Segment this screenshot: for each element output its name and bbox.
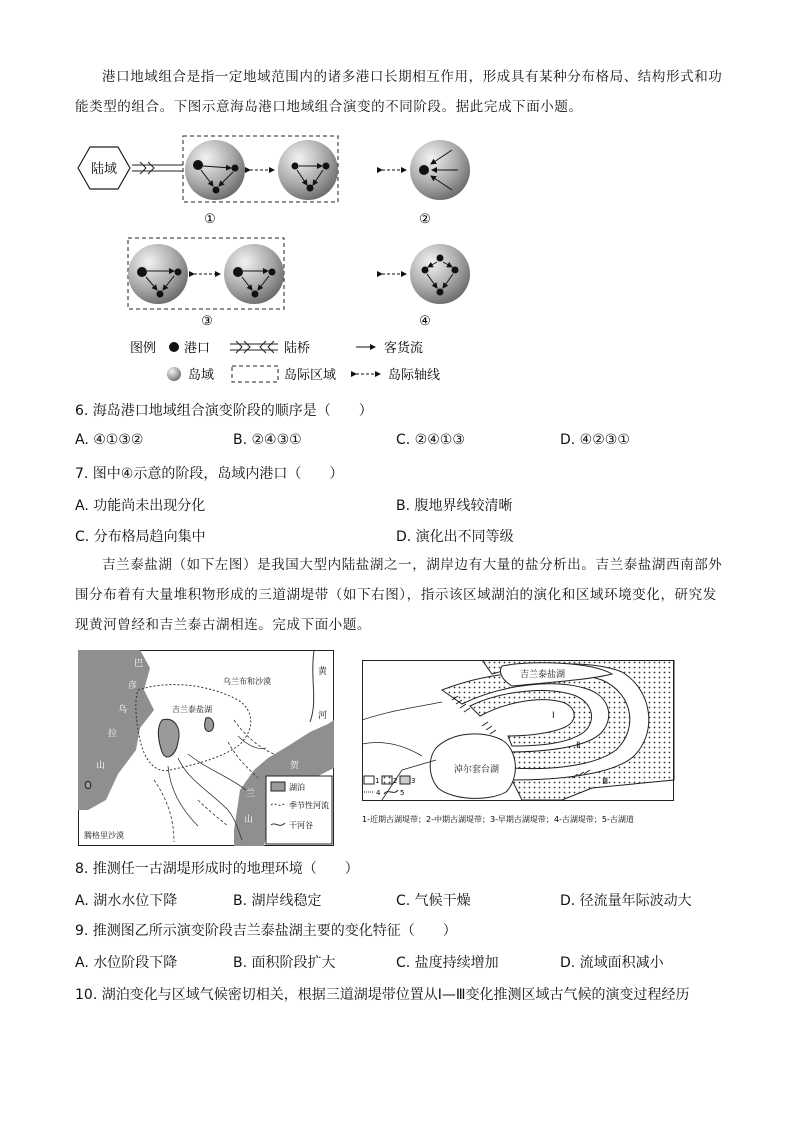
lake-embankment-map <box>362 660 676 828</box>
stage-label: ③ <box>201 314 213 329</box>
map-label: 乌 <box>118 705 128 715</box>
q8-option-c[interactable]: C. 气候干燥 <box>396 893 471 909</box>
q7-option-c[interactable]: C. 分布格局趋向集中 <box>75 529 206 545</box>
figure-legend <box>130 340 440 383</box>
legend-zone-icon <box>232 366 278 382</box>
port-evolution-figure <box>70 128 470 390</box>
q6-option-d[interactable]: D. ④②③① <box>560 432 630 448</box>
stage-label: ② <box>419 212 431 227</box>
q8-option-b[interactable]: B. 湖岸线稳定 <box>233 893 322 909</box>
port-dot <box>193 160 203 170</box>
q7-option-b[interactable]: B. 腹地界线较清晰 <box>396 498 513 514</box>
question-7: 7. 图中④示意的阶段，岛域内港口（ ） <box>75 466 344 482</box>
port-dot <box>232 165 239 172</box>
legend-title: 图例 <box>130 341 157 356</box>
question-8: 8. 推测任一古湖堤形成时的地理环境（ ） <box>75 861 359 877</box>
q8-option-d[interactable]: D. 径流量年际波动大 <box>560 893 692 909</box>
legend-num: 4 <box>376 789 381 797</box>
zone-label: Ⅲ <box>602 777 609 787</box>
map-label: 彦 <box>128 681 138 691</box>
q6-option-c[interactable]: C. ②④①③ <box>396 432 465 448</box>
legend-island-label: 岛域 <box>188 368 215 383</box>
q9-option-c[interactable]: C. 盐度持续增加 <box>396 955 499 971</box>
legend-axis-label: 岛际轴线 <box>388 368 441 383</box>
right-map-lake-label: 吉兰泰盐湖 <box>520 670 566 680</box>
legend-bridge-label: 陆桥 <box>284 341 311 356</box>
map-label: 黄 <box>318 667 328 677</box>
q6-option-b[interactable]: B. ②④③① <box>233 432 302 448</box>
intro-line: 围分布着有大量堆积物形成的三道湖堤带（如下右图），指示该区域湖泊的演化和区域环境变化，研究发 <box>75 587 717 603</box>
map-label: 山 <box>96 761 106 771</box>
lake-label: 吉兰泰盐湖 <box>172 705 212 714</box>
port-dot <box>213 187 220 194</box>
jilantai-location-map <box>78 650 334 846</box>
right-map-caption: 1-近期古湖堤带；2-中期古湖堤带；3-早期古湖堤带；4-古湖堤带；5-古湖道 <box>362 815 634 824</box>
q6-option-a[interactable]: A. ④①③② <box>75 432 144 448</box>
map-label: 兰 <box>246 789 256 799</box>
legend-bridge-icon <box>230 341 278 353</box>
legend-flow-label: 客货流 <box>384 341 424 356</box>
q7-option-a[interactable]: A. 功能尚未出现分化 <box>75 498 206 514</box>
q7-option-d[interactable]: D. 演化出不同等级 <box>396 529 514 545</box>
right-map-lake2-label: 淖尔套台湖 <box>454 765 500 775</box>
q8-option-a[interactable]: A. 湖水水位下降 <box>75 893 178 909</box>
intro-line: 能类型的组合。下图示意海岛港口地域组合演变的不同阶段。据此完成下面小题。 <box>75 99 583 115</box>
intro-line: 现黄河曾经和吉兰泰古湖相连。完成下面小题。 <box>75 617 372 633</box>
legend-dry-valley-label: 干河谷 <box>289 821 313 830</box>
map-label: 巴 <box>134 659 144 669</box>
q9-option-a[interactable]: A. 水位阶段下降 <box>75 955 178 971</box>
legend-port-label: 港口 <box>184 341 211 356</box>
q9-option-b[interactable]: B. 面积阶段扩大 <box>233 955 336 971</box>
map-label: 山 <box>244 815 254 825</box>
legend-num: 1 <box>375 777 380 785</box>
desert-south-label: 腾格里沙漠 <box>84 831 124 840</box>
land-bridge-icon <box>132 162 183 174</box>
intro-paragraph-2 <box>75 550 725 640</box>
island <box>278 140 338 200</box>
desert-north-label: 乌兰布和沙漠 <box>223 677 271 686</box>
map-label: 贺 <box>290 761 300 771</box>
legend-num: 2 <box>393 777 398 785</box>
map-label: 拉 <box>108 729 118 739</box>
intro-paragraph-1 <box>75 62 725 122</box>
zone-label: Ⅰ <box>552 711 555 721</box>
q9-option-d[interactable]: D. 流域面积减小 <box>560 955 664 971</box>
question-9: 9. 推测图乙所示演变阶段吉兰泰盐湖主要的变化特征（ ） <box>75 923 457 939</box>
legend-island-icon <box>167 367 181 381</box>
question-6: 6. 海岛港口地域组合演变阶段的顺序是（ ） <box>75 403 373 419</box>
intro-line: 港口地域组合是指一定地域范围内的诸多港口长期相互作用，形成具有某种分布格局、结构形式和功 <box>102 69 723 85</box>
legend-num: 3 <box>411 777 416 785</box>
legend-num: 5 <box>400 789 405 797</box>
legend-lake-label: 湖泊 <box>289 783 305 792</box>
zone-label: Ⅱ <box>576 741 581 751</box>
legend-seasonal-river-label: 季节性河流 <box>289 801 329 810</box>
question-10: 10. 湖泊变化与区域气候密切相关，根据三道湖堤带位置从Ⅰ—Ⅲ变化推测区域古气候的演变过程经历 <box>75 987 690 1003</box>
map-label: 河 <box>318 711 328 721</box>
stage-label: ④ <box>419 314 431 329</box>
legend-zone-label: 岛际区域 <box>284 368 337 383</box>
legend-port-icon <box>169 342 179 352</box>
land-label: 陆域 <box>90 162 118 177</box>
intro-line: 吉兰泰盐湖（如下左图）是我国大型内陆盐湖之一，湖岸边有大量的盐分析出。吉兰泰盐湖西南部外 <box>102 557 723 573</box>
stage-label: ① <box>204 212 216 227</box>
